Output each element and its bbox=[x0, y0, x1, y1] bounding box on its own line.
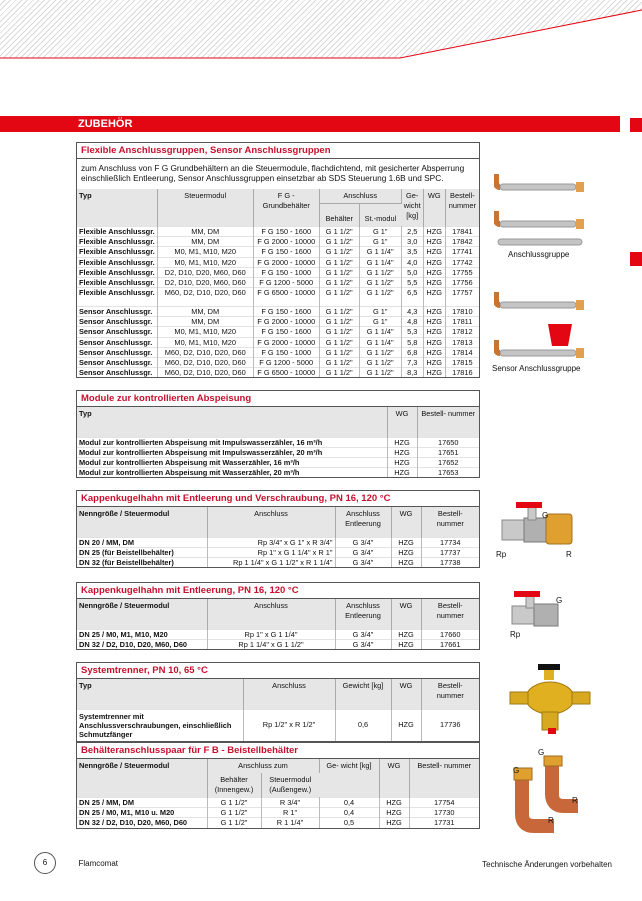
table-cell: Rp 1 1/4" x G 1 1/2" x R 1 1/4" bbox=[207, 557, 335, 567]
col-gewicht: Gewicht [kg] bbox=[335, 679, 391, 709]
section-title: Systemtrenner, PN 10, 65 °C bbox=[77, 663, 479, 679]
table-cell: HZG bbox=[387, 457, 417, 467]
table-cell: 17842 bbox=[445, 237, 479, 247]
table-cell: F G 2000 - 10000 bbox=[253, 337, 319, 347]
table-cell: 17734 bbox=[421, 537, 479, 547]
table-cell: 4,0 bbox=[401, 257, 423, 267]
table-cell: MM, DM bbox=[157, 317, 253, 327]
table-row bbox=[77, 257, 479, 267]
table-cell: 5,3 bbox=[401, 327, 423, 337]
table-cell: G 3/4" bbox=[335, 557, 391, 567]
table-cell: F G 2000 - 10000 bbox=[253, 317, 319, 327]
table-cell: G 1 1/4" bbox=[359, 337, 401, 347]
col-fg: F G - Grundbehälter bbox=[253, 189, 319, 227]
col-behaelter: Behälter bbox=[319, 204, 359, 227]
col-nenngroesse: Nenngröße / Steuermodul bbox=[77, 599, 207, 629]
table-row bbox=[77, 798, 479, 808]
modul-table bbox=[77, 407, 479, 477]
table-row bbox=[77, 447, 479, 457]
table-cell: 17651 bbox=[417, 447, 479, 457]
table-cell: HZG bbox=[387, 468, 417, 478]
table-cell: Rp 1 1/4" x G 1 1/2" bbox=[207, 639, 335, 649]
table-cell: F G 2000 - 10000 bbox=[253, 237, 319, 247]
table-cell: 5,0 bbox=[401, 267, 423, 277]
col-bestell: Bestell- nummer bbox=[421, 507, 479, 537]
table-cell: G 1 1/2" bbox=[359, 267, 401, 277]
table-cell: D2, D10, D20, M60, D60 bbox=[157, 278, 253, 288]
table-cell: M60, D2, D10, D20, D60 bbox=[157, 347, 253, 357]
table-cell: HZG bbox=[423, 288, 445, 298]
table-cell: G 1 1/2" bbox=[359, 347, 401, 357]
cell-bestell: 17736 bbox=[421, 709, 479, 741]
table-cell: 17810 bbox=[445, 306, 479, 316]
table-cell: 17737 bbox=[421, 547, 479, 557]
table-row bbox=[77, 437, 479, 447]
flex-pipe-image-2 bbox=[494, 205, 586, 239]
banner-label: ZUBEHÖR bbox=[78, 118, 133, 130]
table-cell: HZG bbox=[391, 629, 421, 639]
cell-wg: HZG bbox=[391, 709, 421, 741]
table-cell: G 1 1/2" bbox=[359, 368, 401, 378]
table-cell: 6,5 bbox=[401, 288, 423, 298]
table-cell: MM, DM bbox=[157, 306, 253, 316]
table-cell: G 3/4" bbox=[335, 629, 391, 639]
table-cell: Modul zur kontrollierten Abspeisung mit Wasserzähler, 20 m³/h bbox=[77, 468, 387, 478]
table-cell: G 1 1/2" bbox=[319, 317, 359, 327]
col-anschluss-entleerung: Anschluss Entleerung bbox=[335, 507, 391, 537]
flex-table bbox=[77, 189, 479, 377]
table-cell: 2,5 bbox=[401, 227, 423, 237]
table-cell: Flexible Anschlussgr. bbox=[77, 247, 157, 257]
table-cell: M0, M1, M10, M20 bbox=[157, 247, 253, 257]
table-cell: 5,8 bbox=[401, 337, 423, 347]
table-cell: 7,3 bbox=[401, 357, 423, 367]
table-cell: 6,8 bbox=[401, 347, 423, 357]
table-cell: 0,5 bbox=[319, 818, 379, 828]
table-cell: HZG bbox=[423, 237, 445, 247]
col-anschluss-entleerung: Anschluss Entleerung bbox=[335, 599, 391, 629]
table-cell: M60, D2, D10, D20, D60 bbox=[157, 368, 253, 378]
table-cell: F G 150 - 1600 bbox=[253, 247, 319, 257]
table-cell: Flexible Anschlussgr. bbox=[77, 237, 157, 247]
table-cell: HZG bbox=[423, 337, 445, 347]
table-cell: F G 6500 - 10000 bbox=[253, 368, 319, 378]
table-row bbox=[77, 288, 479, 298]
table-cell: HZG bbox=[423, 357, 445, 367]
table-cell: 17815 bbox=[445, 357, 479, 367]
table-cell: 17757 bbox=[445, 288, 479, 298]
table-cell: HZG bbox=[423, 306, 445, 316]
col-wg: WG bbox=[379, 759, 409, 798]
section-kappenkugelhahn bbox=[76, 582, 480, 650]
table-cell: HZG bbox=[423, 347, 445, 357]
col-behaelter: Behälter (Innengew.) bbox=[207, 773, 261, 798]
table-cell: G 1 1/2" bbox=[207, 798, 261, 808]
label-rp: Rp bbox=[510, 630, 521, 639]
table-cell: HZG bbox=[379, 818, 409, 828]
table-cell: HZG bbox=[391, 557, 421, 567]
table-row bbox=[77, 247, 479, 257]
table-cell: MM, DM bbox=[157, 237, 253, 247]
table-cell: M60, D2, D10, D20, D60 bbox=[157, 288, 253, 298]
table-cell: G 3/4" bbox=[335, 537, 391, 547]
ball-valve-screw-image bbox=[500, 500, 580, 552]
col-st-modul: St.-modul bbox=[359, 204, 401, 227]
footer-left bbox=[34, 852, 118, 874]
table-cell: Flexible Anschlussgr. bbox=[77, 227, 157, 237]
col-gewicht: Ge- wicht [kg] bbox=[401, 189, 423, 227]
table-cell: Modul zur kontrollierten Abspeisung mit Impulswasserzähler, 16 m³/h bbox=[77, 437, 387, 447]
section-modul bbox=[76, 390, 480, 478]
table-cell: M0, M1, M10, M20 bbox=[157, 257, 253, 267]
systemtrenner-image bbox=[508, 660, 592, 736]
table-cell: Rp 3/4" x G 1" x R 3/4" bbox=[207, 537, 335, 547]
section-banner bbox=[0, 116, 620, 132]
table-cell: G 3/4" bbox=[335, 547, 391, 557]
table-cell: F G 150 - 1000 bbox=[253, 347, 319, 357]
table-cell: 17813 bbox=[445, 337, 479, 347]
table-cell: G 1 1/4" bbox=[359, 247, 401, 257]
table-row bbox=[77, 317, 479, 327]
table-row bbox=[77, 368, 479, 378]
table-cell: 3,0 bbox=[401, 237, 423, 247]
section-title: Kappenkugelhahn mit Entleerung und Verschraubung, PN 16, 120 °C bbox=[77, 491, 479, 507]
table-cell: HZG bbox=[379, 798, 409, 808]
table-cell: HZG bbox=[387, 437, 417, 447]
table-cell: Sensor Anschlussgr. bbox=[77, 306, 157, 316]
table-cell: G 1" bbox=[359, 306, 401, 316]
table-row bbox=[77, 237, 479, 247]
footer-note: Technische Änderungen vorbehalten bbox=[482, 860, 612, 869]
table-cell: 17756 bbox=[445, 278, 479, 288]
table-cell: 17738 bbox=[421, 557, 479, 567]
table-row bbox=[77, 457, 479, 467]
brand-name: Flamcomat bbox=[78, 858, 119, 868]
label-r-bottom: R bbox=[548, 816, 554, 825]
table-cell: G 1 1/2" bbox=[359, 357, 401, 367]
table-row bbox=[77, 306, 479, 316]
table-cell: Modul zur kontrollierten Abspeisung mit Impulswasserzähler, 20 m³/h bbox=[77, 447, 387, 457]
table-cell: 8,3 bbox=[401, 368, 423, 378]
table-cell: Rp 1" x G 1 1/4" bbox=[207, 629, 335, 639]
table-cell: G 1 1/2" bbox=[319, 257, 359, 267]
table-cell: Rp 1" x G 1 1/4" x R 1" bbox=[207, 547, 335, 557]
table-cell: G 1 1/2" bbox=[319, 368, 359, 378]
table-row bbox=[77, 468, 479, 478]
flex-pipe-image-1 bbox=[494, 168, 586, 202]
sys-table bbox=[77, 679, 479, 741]
sensor-pipe-image-1 bbox=[494, 286, 586, 320]
table-cell: HZG bbox=[423, 247, 445, 257]
table-cell: R 3/4" bbox=[261, 798, 319, 808]
table-cell: 0,4 bbox=[319, 808, 379, 818]
col-wg: WG bbox=[391, 599, 421, 629]
col-typ: Typ bbox=[77, 189, 157, 227]
table-cell: 17731 bbox=[409, 818, 479, 828]
table-cell: 17742 bbox=[445, 257, 479, 267]
table-cell: G 1 1/2" bbox=[359, 288, 401, 298]
table-cell: M0, M1, M10, M20 bbox=[157, 327, 253, 337]
table-cell: R 1" bbox=[261, 808, 319, 818]
section-title: Module zur kontrollierten Abspeisung bbox=[77, 391, 479, 407]
table-cell: G 1 1/2" bbox=[319, 237, 359, 247]
table-cell: G 1" bbox=[359, 227, 401, 237]
table-cell: F G 1200 - 5000 bbox=[253, 357, 319, 367]
section-title: Behälteranschlusspaar für F B - Beistellbehälter bbox=[77, 743, 479, 759]
label-rp: Rp bbox=[496, 550, 507, 559]
table-cell: DN 20 / MM, DM bbox=[77, 537, 207, 547]
table-cell: MM, DM bbox=[157, 227, 253, 237]
col-typ: Typ bbox=[77, 679, 243, 709]
table-cell: R 1 1/4" bbox=[261, 818, 319, 828]
table-cell: DN 25 (für Beistellbehälter) bbox=[77, 547, 207, 557]
table-cell: HZG bbox=[423, 227, 445, 237]
section-kappenkugelhahn-verschraubung bbox=[76, 490, 480, 568]
table-cell: 17661 bbox=[421, 639, 479, 649]
table-row bbox=[77, 357, 479, 367]
table-cell: G 1 1/2" bbox=[207, 818, 261, 828]
table-cell: 17660 bbox=[421, 629, 479, 639]
table-cell: 17730 bbox=[409, 808, 479, 818]
side-tab-top bbox=[630, 118, 642, 132]
table-row bbox=[77, 818, 479, 828]
table-cell: HZG bbox=[379, 808, 409, 818]
table-cell: 3,5 bbox=[401, 247, 423, 257]
table-cell: Flexible Anschlussgr. bbox=[77, 257, 157, 267]
table-cell: 0,4 bbox=[319, 798, 379, 808]
table-cell: 17812 bbox=[445, 327, 479, 337]
section-title: Flexible Anschlussgruppen, Sensor Anschlussgruppen bbox=[77, 143, 479, 159]
table-cell: 17653 bbox=[417, 468, 479, 478]
table-cell: HZG bbox=[423, 327, 445, 337]
page-number: 6 bbox=[34, 852, 56, 874]
table-cell: HZG bbox=[423, 317, 445, 327]
label-r-right: R bbox=[572, 796, 578, 805]
table-cell: HZG bbox=[391, 537, 421, 547]
table-cell: HZG bbox=[423, 278, 445, 288]
table-row bbox=[77, 629, 479, 639]
col-bestell: Bestell- nummer bbox=[421, 679, 479, 709]
label-g: G bbox=[556, 596, 563, 605]
table-cell: G 3/4" bbox=[335, 639, 391, 649]
table-cell: G 1 1/2" bbox=[319, 227, 359, 237]
table-cell: DN 25 / M0, M1, M10 u. M20 bbox=[77, 808, 207, 818]
col-bestell: Bestell- nummer bbox=[445, 189, 479, 227]
table-cell: 4,3 bbox=[401, 306, 423, 316]
table-cell: 17652 bbox=[417, 457, 479, 467]
table-cell: DN 25 / MM, DM bbox=[77, 798, 207, 808]
kkv-table bbox=[77, 507, 479, 567]
table-cell: G 1 1/2" bbox=[319, 267, 359, 277]
table-cell: Sensor Anschlussgr. bbox=[77, 357, 157, 367]
table-cell: Flexible Anschlussgr. bbox=[77, 288, 157, 298]
caption-sensor: Sensor Anschlussgruppe bbox=[492, 364, 581, 373]
table-cell: 5,5 bbox=[401, 278, 423, 288]
table-row bbox=[77, 347, 479, 357]
table-cell: Sensor Anschlussgr. bbox=[77, 337, 157, 347]
table-cell: G 1 1/2" bbox=[319, 347, 359, 357]
table-cell: F G 6500 - 10000 bbox=[253, 288, 319, 298]
table-cell: DN 25 / M0, M1, M10, M20 bbox=[77, 629, 207, 639]
caption-anschlussgruppe: Anschlussgruppe bbox=[508, 250, 570, 259]
table-cell: 17841 bbox=[445, 227, 479, 237]
table-cell: HZG bbox=[423, 267, 445, 277]
table-cell: Sensor Anschlussgr. bbox=[77, 327, 157, 337]
section-description: zum Anschluss von F G Grundbehältern an die Steuermodule, flachdichtend, mit gesicherter Absperrung einschließlich Entleerung, Sensor Anschlussgruppen einsetzbar ab SDS Steuerung 1.6B und SPC. bbox=[81, 163, 465, 183]
table-cell: G 1 1/2" bbox=[319, 357, 359, 367]
section-behaelteranschlusspaar bbox=[76, 742, 480, 829]
label-g-left: G bbox=[513, 766, 520, 775]
table-row bbox=[77, 267, 479, 277]
col-steuermodul: Steuermodul bbox=[157, 189, 253, 227]
table-cell: HZG bbox=[391, 639, 421, 649]
table-cell: Flexible Anschlussgr. bbox=[77, 267, 157, 277]
table-cell: Sensor Anschlussgr. bbox=[77, 347, 157, 357]
col-bestell: Bestell- nummer bbox=[421, 599, 479, 629]
section-flex-anschluss bbox=[76, 142, 480, 378]
cell-typ: Systemtrenner mit Anschlussverschraubungen, einschließlich Schmutzfänger bbox=[77, 709, 243, 741]
table-cell: 17754 bbox=[409, 798, 479, 808]
table-cell: 17814 bbox=[445, 347, 479, 357]
table-cell: Modul zur kontrollierten Abspeisung mit Wasserzähler, 16 m³/h bbox=[77, 457, 387, 467]
col-typ: Typ bbox=[77, 407, 387, 437]
table-cell: DN 32 / D2, D10, D20, M60, D60 bbox=[77, 639, 207, 649]
col-wg: WG bbox=[391, 507, 421, 537]
col-anschluss: Anschluss bbox=[243, 679, 335, 709]
table-cell: Sensor Anschlussgr. bbox=[77, 317, 157, 327]
table-cell: M0, M1, M10, M20 bbox=[157, 337, 253, 347]
table-cell: Flexible Anschlussgr. bbox=[77, 278, 157, 288]
col-anschluss-zum: Anschluss zum bbox=[207, 759, 319, 773]
header-decoration bbox=[0, 0, 642, 70]
cell-gewicht: 0,6 bbox=[335, 709, 391, 741]
col-wg: WG bbox=[423, 189, 445, 227]
col-bestell: Bestell- nummer bbox=[417, 407, 479, 437]
col-anschluss: Anschluss bbox=[207, 599, 335, 629]
table-cell: DN 32 / D2, D10, D20, M60, D60 bbox=[77, 818, 207, 828]
table-cell: G 1 1/2" bbox=[319, 247, 359, 257]
table-cell: HZG bbox=[423, 368, 445, 378]
table-row bbox=[77, 537, 479, 547]
table-cell: Sensor Anschlussgr. bbox=[77, 368, 157, 378]
table-cell: HZG bbox=[423, 257, 445, 267]
section-title: Kappenkugelhahn mit Entleerung, PN 16, 120 °C bbox=[77, 583, 479, 599]
table-cell: F G 150 - 1600 bbox=[253, 327, 319, 337]
label-g-top: G bbox=[538, 748, 545, 757]
table-cell: HZG bbox=[391, 547, 421, 557]
col-nenngroesse: Nenngröße / Steuermodul bbox=[77, 759, 207, 798]
table-cell: F G 1200 - 5000 bbox=[253, 278, 319, 288]
table-cell: G 1 1/2" bbox=[319, 327, 359, 337]
table-cell: G 1" bbox=[359, 237, 401, 247]
table-row bbox=[77, 639, 479, 649]
table-row bbox=[77, 337, 479, 347]
col-wg: WG bbox=[391, 679, 421, 709]
side-tab-mid bbox=[630, 252, 642, 266]
table-cell: D2, D10, D20, M60, D60 bbox=[157, 267, 253, 277]
table-cell: 4,8 bbox=[401, 317, 423, 327]
table-row bbox=[77, 709, 479, 741]
table-cell: 17650 bbox=[417, 437, 479, 447]
table-cell: G 1 1/2" bbox=[319, 288, 359, 298]
col-nenngroesse: Nenngröße / Steuermodul bbox=[77, 507, 207, 537]
table-row bbox=[77, 547, 479, 557]
table-cell: F G 150 - 1600 bbox=[253, 227, 319, 237]
table-cell: G 1 1/2" bbox=[207, 808, 261, 818]
table-cell: G 1 1/2" bbox=[319, 337, 359, 347]
bap-table bbox=[77, 759, 479, 828]
table-cell: 17816 bbox=[445, 368, 479, 378]
table-row bbox=[77, 557, 479, 567]
table-cell: G 1 1/2" bbox=[319, 306, 359, 316]
table-cell: 17741 bbox=[445, 247, 479, 257]
table-cell: G 1 1/4" bbox=[359, 257, 401, 267]
table-cell: F G 2000 - 10000 bbox=[253, 257, 319, 267]
table-cell: HZG bbox=[387, 447, 417, 457]
table-row bbox=[77, 808, 479, 818]
table-cell: 17755 bbox=[445, 267, 479, 277]
table-cell: F G 150 - 1600 bbox=[253, 306, 319, 316]
table-cell: G 1 1/2" bbox=[319, 278, 359, 288]
table-row bbox=[77, 227, 479, 237]
label-r: R bbox=[566, 550, 572, 559]
section-systemtrenner bbox=[76, 662, 480, 742]
table-cell: F G 150 - 1000 bbox=[253, 267, 319, 277]
elbow-pair-image bbox=[512, 754, 602, 834]
table-cell: G 1 1/4" bbox=[359, 327, 401, 337]
table-cell: G 1 1/2" bbox=[359, 278, 401, 288]
col-bestell: Bestell- nummer bbox=[409, 759, 479, 798]
col-anschluss: Anschluss bbox=[319, 189, 401, 204]
table-cell: 17811 bbox=[445, 317, 479, 327]
table-cell: M60, D2, D10, D20, D60 bbox=[157, 357, 253, 367]
col-wg: WG bbox=[387, 407, 417, 437]
cell-anschluss: Rp 1/2" x R 1/2" bbox=[243, 709, 335, 741]
table-row bbox=[77, 327, 479, 337]
col-gewicht: Ge- wicht [kg] bbox=[319, 759, 379, 798]
table-cell: G 1" bbox=[359, 317, 401, 327]
col-anschluss: Anschluss bbox=[207, 507, 335, 537]
table-row bbox=[77, 278, 479, 288]
table-cell: DN 32 (für Beistellbehälter) bbox=[77, 557, 207, 567]
flex-pipe-image-3 bbox=[494, 235, 586, 249]
label-g: G bbox=[542, 511, 549, 520]
col-steuermodul: Steuermodul (Außengew.) bbox=[261, 773, 319, 798]
kk-table bbox=[77, 599, 479, 649]
